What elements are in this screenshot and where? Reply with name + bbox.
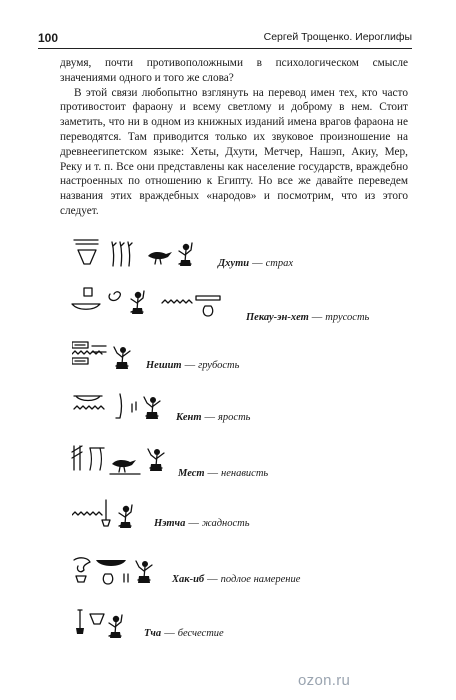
gloss [144, 628, 224, 639]
hieroglyph-entry [0, 390, 456, 436]
meaning: ярость [218, 412, 251, 423]
hieroglyph-entry [0, 608, 456, 654]
meaning: ненависть [221, 468, 269, 479]
term: Тча [144, 628, 162, 639]
hieroglyph-group-icon [72, 608, 152, 652]
dash: — [207, 574, 218, 585]
hieroglyph-entry [0, 286, 456, 332]
hieroglyph-group-icon [70, 286, 230, 330]
term: Нешит [146, 360, 182, 371]
meaning: грубость [198, 360, 240, 371]
gloss [178, 468, 268, 479]
paragraph-2: В этой связи любопытно взглянуть на перевод имен тех, кто часто противостоит фараону и всему светлому и доброму в нем. Стоит заметить, что ни в одном из книжных изданий имена врагов фараона не переводятся. Там приводится только их звуковое произношение на древнеегипетском языке: Хеты, Дхути, Метчер, Нашэп, Акиу, Мер, Реку и т. п. Все они представлены как население государств, враждебно настроенных по отношению к Египту. Но все же давайте переведем названия этих враждебных «народов» и посмотрим, что из этого следует. [60, 86, 408, 217]
hieroglyph-entry [0, 554, 456, 600]
term: Нэтча [154, 518, 186, 529]
hieroglyph-group-icon [72, 236, 212, 280]
dash: — [188, 518, 199, 529]
dash: — [252, 258, 263, 269]
term: Дхути [218, 258, 250, 269]
gloss [176, 412, 250, 423]
gloss [172, 574, 300, 585]
term: Хак-иб [172, 574, 205, 585]
meaning: бесчестие [177, 628, 224, 639]
hieroglyph-entry [0, 236, 456, 282]
gloss [246, 312, 369, 323]
dash: — [164, 628, 175, 639]
watermark: ozon.ru [298, 672, 351, 689]
header-rule [38, 48, 412, 49]
hieroglyph-entry [0, 340, 456, 386]
page-number: 100 [38, 31, 59, 45]
hieroglyph-group-icon [72, 340, 152, 384]
dash: — [204, 412, 216, 423]
dash: — [184, 360, 196, 371]
hieroglyph-group-icon [72, 390, 182, 434]
meaning: трусость [325, 312, 370, 323]
meaning: жадность [201, 518, 250, 529]
body-text [60, 56, 408, 219]
term: Пекау-эн-хет [246, 312, 309, 323]
term: Кент [176, 412, 202, 423]
hieroglyph-group-icon [72, 554, 182, 598]
gloss [146, 360, 239, 371]
hieroglyph-group-icon [70, 442, 180, 486]
hieroglyph-entry [0, 442, 456, 488]
dash: — [311, 312, 323, 323]
term: Мест [178, 468, 205, 479]
paragraph-1: двумя, почти противоположными в психологическом смысле значениями одного и того же слова? [60, 57, 408, 84]
running-head: Сергей Трощенко. Иероглифы [263, 31, 412, 43]
hieroglyph-entry [0, 498, 456, 544]
page-header [38, 30, 412, 48]
gloss [218, 258, 293, 269]
meaning: страх [265, 258, 293, 269]
gloss [154, 518, 250, 529]
dash: — [207, 468, 219, 479]
meaning: подлое намерение [220, 574, 301, 585]
hieroglyph-group-icon [72, 498, 152, 542]
